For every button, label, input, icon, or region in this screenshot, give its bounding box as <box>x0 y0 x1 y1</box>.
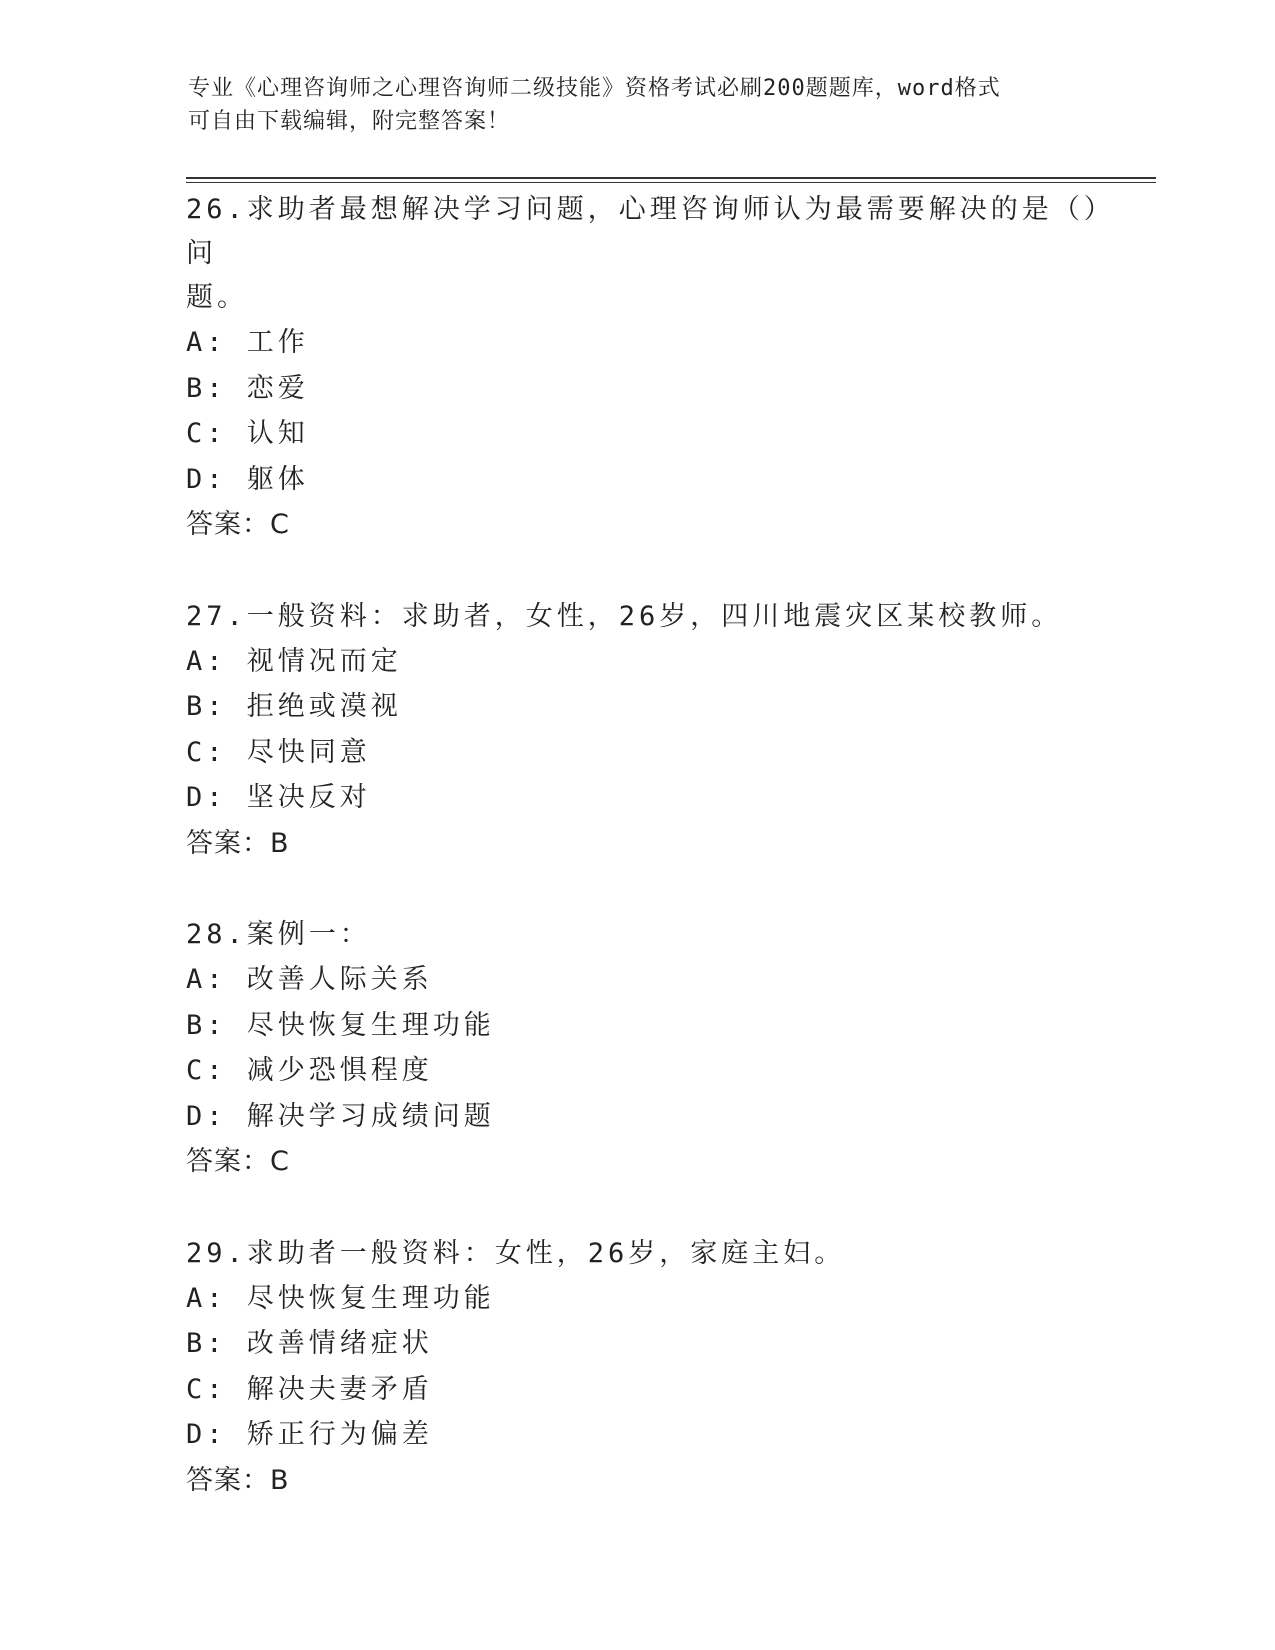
option-c: C: 解决夫妻矛盾 <box>186 1373 433 1405</box>
answer: 答案：C <box>186 509 290 540</box>
question-28 <box>186 913 1106 1185</box>
header-line-2: 可自由下载编辑，附完整答案！ <box>188 109 511 134</box>
option-a: A: 视情况而定 <box>186 645 402 677</box>
option-d: D: 坚决反对 <box>186 782 371 813</box>
page-header <box>188 72 1088 138</box>
header-rule-thin <box>186 182 1156 183</box>
question-list <box>186 188 1106 1550</box>
answer: 答案：B <box>186 827 290 859</box>
option-c: C: 减少恐惧程度 <box>186 1055 433 1086</box>
question-stem-cont: 题。 <box>186 282 248 313</box>
answer: 答案：C <box>186 1146 290 1177</box>
question-stem: 28.案例一： <box>186 919 371 950</box>
answer: 答案：B <box>186 1464 290 1496</box>
option-d: D: 解决学习成绩问题 <box>186 1100 495 1132</box>
header-line-1: 专业《心理咨询师之心理咨询师二级技能》资格考试必刷200题题库，word格式 <box>188 76 1001 101</box>
option-a: A: 尽快恢复生理功能 <box>186 1282 495 1314</box>
question-29 <box>186 1232 1106 1504</box>
question-26 <box>186 188 1106 548</box>
option-a: A: 工作 <box>186 327 309 358</box>
question-stem: 29.求助者一般资料：女性，26岁，家庭主妇。 <box>186 1237 846 1269</box>
option-c: C: 认知 <box>186 418 309 449</box>
option-d: D: 矫正行为偏差 <box>186 1419 433 1450</box>
question-27 <box>186 595 1106 867</box>
option-b: B: 恋爱 <box>186 372 309 404</box>
question-stem: 26.求助者最想解决学习问题，心理咨询师认为最需要解决的是（）问 <box>186 194 1102 269</box>
option-b: B: 拒绝或漠视 <box>186 691 402 722</box>
option-b: B: 尽快恢复生理功能 <box>186 1009 495 1041</box>
option-a: A: 改善人际关系 <box>186 964 433 995</box>
option-c: C: 尽快同意 <box>186 736 371 768</box>
option-b: B: 改善情绪症状 <box>186 1328 433 1359</box>
option-d: D: 躯体 <box>186 463 309 495</box>
header-rule-thick <box>186 177 1156 179</box>
question-stem: 27.一般资料：求助者，女性，26岁，四川地震灾区某校教师。 <box>186 600 1063 632</box>
